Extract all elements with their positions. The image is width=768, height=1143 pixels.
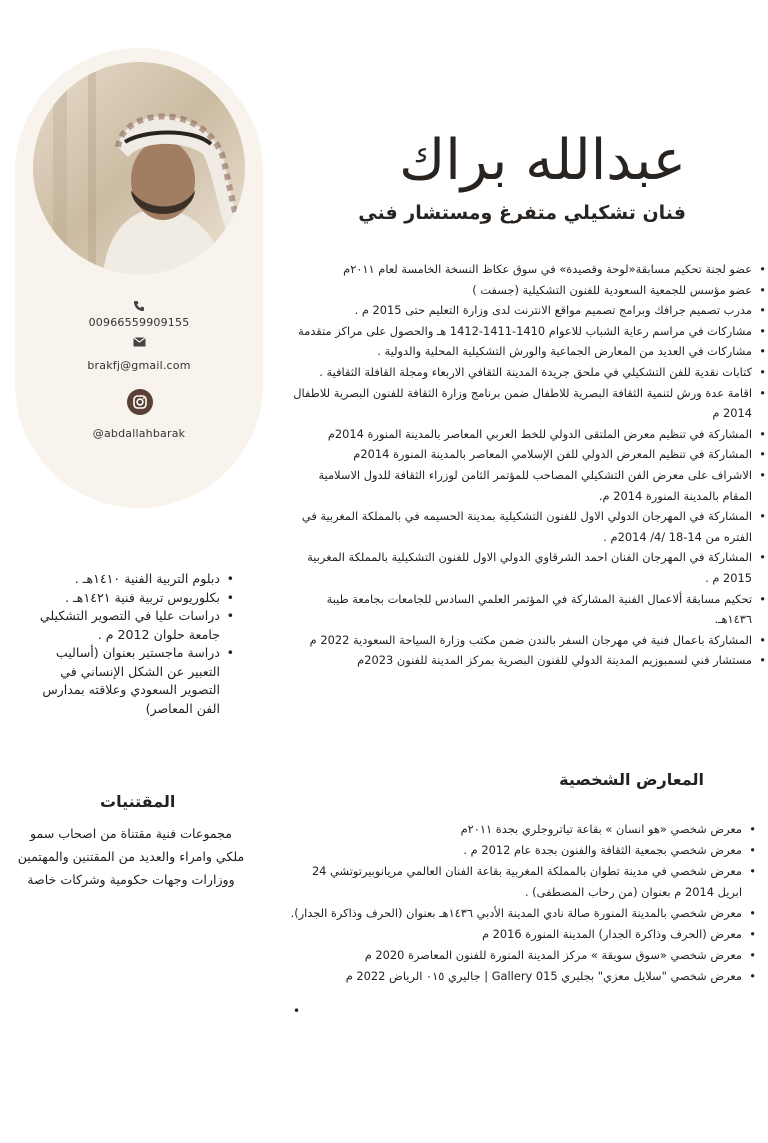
list-item: • كتابات نقدية للفن التشكيلي في ملحق جريدة المدينة الثقافي الاربعاء ومجلة القافلة الثقافية . bbox=[288, 362, 752, 383]
list-item: • معرض (الحرف وذاكرة الجدار) المدينة المنورة 2016 م bbox=[288, 924, 742, 945]
list-item: • معرض شخصي بجمعية الثقافة والفنون بجدة عام 2012 م . bbox=[288, 840, 742, 861]
artist-title: فنان تشكيلي متفرغ ومستشار فني bbox=[358, 202, 686, 224]
education-list bbox=[28, 570, 234, 718]
list-item: • بكلوريوس تربية فنية ١٤٢١هـ . bbox=[28, 589, 220, 608]
list-item: • اقامة عدة ورش لتنمية الثقافة البصرية للاطفال ضمن برنامج وزارة الثقافة للفنون البصرية للاطفال 2014 م bbox=[288, 383, 752, 424]
list-item: • مستشار فني لسمبوزيم المدينة الدولي للفنون البصرية بمركز المدينة للفنون 2023م bbox=[288, 650, 752, 671]
list-item: • دبلوم التربية الفنية ١٤١٠هـ . bbox=[28, 570, 220, 589]
phone-number[interactable]: 00966559909155 bbox=[88, 316, 190, 329]
list-item: • المشاركة باعمال فنية في مهرجان السفر بالندن ضمن مكتب وزارة السياحة السعودية 2022 م bbox=[288, 630, 752, 651]
list-item: • تحكيم مسابقة ألاعمال الفنية المشاركة في المؤتمر العلمي السادس للجامعات بجامعة طيبة ١٤٣٦هـ. bbox=[288, 589, 752, 630]
list-item: • معرض شخصي «هو انسان » بقاعة تياتروجلري بجدة ٢٠١١م bbox=[288, 819, 742, 840]
instagram-contact bbox=[15, 427, 263, 440]
list-item: • معرض شخصي «سوق سويقة » مركز المدينة المنورة للفنون المعاصرة 2020 م bbox=[288, 945, 742, 966]
achievements-list bbox=[288, 259, 766, 671]
list-item: • عضو مؤسس للجمعية السعودية للفنون التشكيلية (جسفت ) bbox=[288, 280, 752, 301]
list-item: • المشاركة في المهرجان الدولي الاول للفنون التشكيلية بمدينة الحسيمه في بالمملكة المغربية في الفتره من 14-18 /4/ 2014م . bbox=[288, 506, 752, 547]
exhibitions-list bbox=[288, 819, 756, 987]
list-item: • مشاركات في العديد من المعارض الجماعية والورش التشكيلية المحلية والدولية . bbox=[288, 341, 752, 362]
profile-photo bbox=[33, 62, 245, 274]
acquisitions-text: مجموعات فنية مقتناة من اصحاب سمو ملكي وامراء والعديد من المقتنين والمهتمين ووزارات وجهات حكومية وشركات خاصة bbox=[17, 826, 245, 887]
envelope-icon bbox=[15, 336, 263, 351]
list-item: • دراسات عليا في التصوير التشكيلي جامعة حلوان 2012 م . bbox=[28, 607, 220, 644]
list-item: • مدرب تصميم جرافك وبرامج تصميم مواقع الانترنت لدى وزارة التعليم حتى 2015 م . bbox=[288, 300, 752, 321]
phone-icon bbox=[15, 300, 263, 316]
instagram-handle[interactable]: @abdallahbarak bbox=[92, 427, 186, 440]
list-item: • معرض شخصي "سلايل معزي" بجليري Gallery 015 | جاليري ٠١٥ الرياض 2022 م bbox=[288, 966, 742, 987]
email-address[interactable]: brakfj@gmail.com bbox=[87, 359, 191, 372]
exhibitions-heading: المعارض الشخصية bbox=[559, 770, 704, 789]
list-item: • المشاركة في تنظيم معرض الملتقى الدولي للخط العربي المعاصر بالمدينة المنورة 2014م bbox=[288, 424, 752, 445]
instagram-icon[interactable] bbox=[127, 389, 153, 415]
list-item: • الاشراف على معرض الفن التشكيلي المصاحب للمؤتمر الثامن لوزراء الثقافة للدول الاسلامية المقام بالمدينة المنورة 2014 م. bbox=[288, 465, 752, 506]
list-item: • عضو لجنة تحكيم مسابقة«لوحة وقصيدة» في سوق عكاظ النسخة الخامسة لعام ٢٠١١م bbox=[288, 259, 752, 280]
email-contact bbox=[15, 336, 263, 372]
list-item: • معرض شخصي بالمدينة المنورة صالة نادي المدينة الأدبي ١٤٣٦هـ بعنوان (الحرف وذاكرة الجدار). bbox=[288, 903, 742, 924]
list-item: • معرض شخصي في مدينة تطوان بالمملكة المغربية بقاعة الفنان العالمي مريانوبيرتوتشي 24 ابريل 2014 م بعنوان (من رحاب المصطفى) . bbox=[288, 861, 742, 903]
phone-contact bbox=[15, 300, 263, 329]
acquisitions-heading: المقتنيات bbox=[100, 792, 176, 811]
list-item: • دراسة ماجستير بعنوان (أساليب التعبير عن الشكل الإنساني في التصوير السعودي وعلاقته بمدارس الفن المعاصر) bbox=[28, 644, 220, 718]
list-item: • المشاركة في المهرجان الفنان احمد الشرقاوي الدولي الاول للفنون التشكيلية بالمملكة المغربية 2015 م . bbox=[288, 547, 752, 588]
artist-name: عبدالله براك bbox=[399, 128, 686, 193]
list-item: • المشاركة في تنظيم المعرض الدولي للفن الإسلامي المعاصر بالمدينة المنورة 2014م bbox=[288, 444, 752, 465]
empty-bullet: • bbox=[293, 1004, 301, 1018]
list-item: • مشاركات في مراسم رعاية الشباب للاعوام 1410-1411-1412 هـ والحصول على مراكز متقدمة bbox=[288, 321, 752, 342]
